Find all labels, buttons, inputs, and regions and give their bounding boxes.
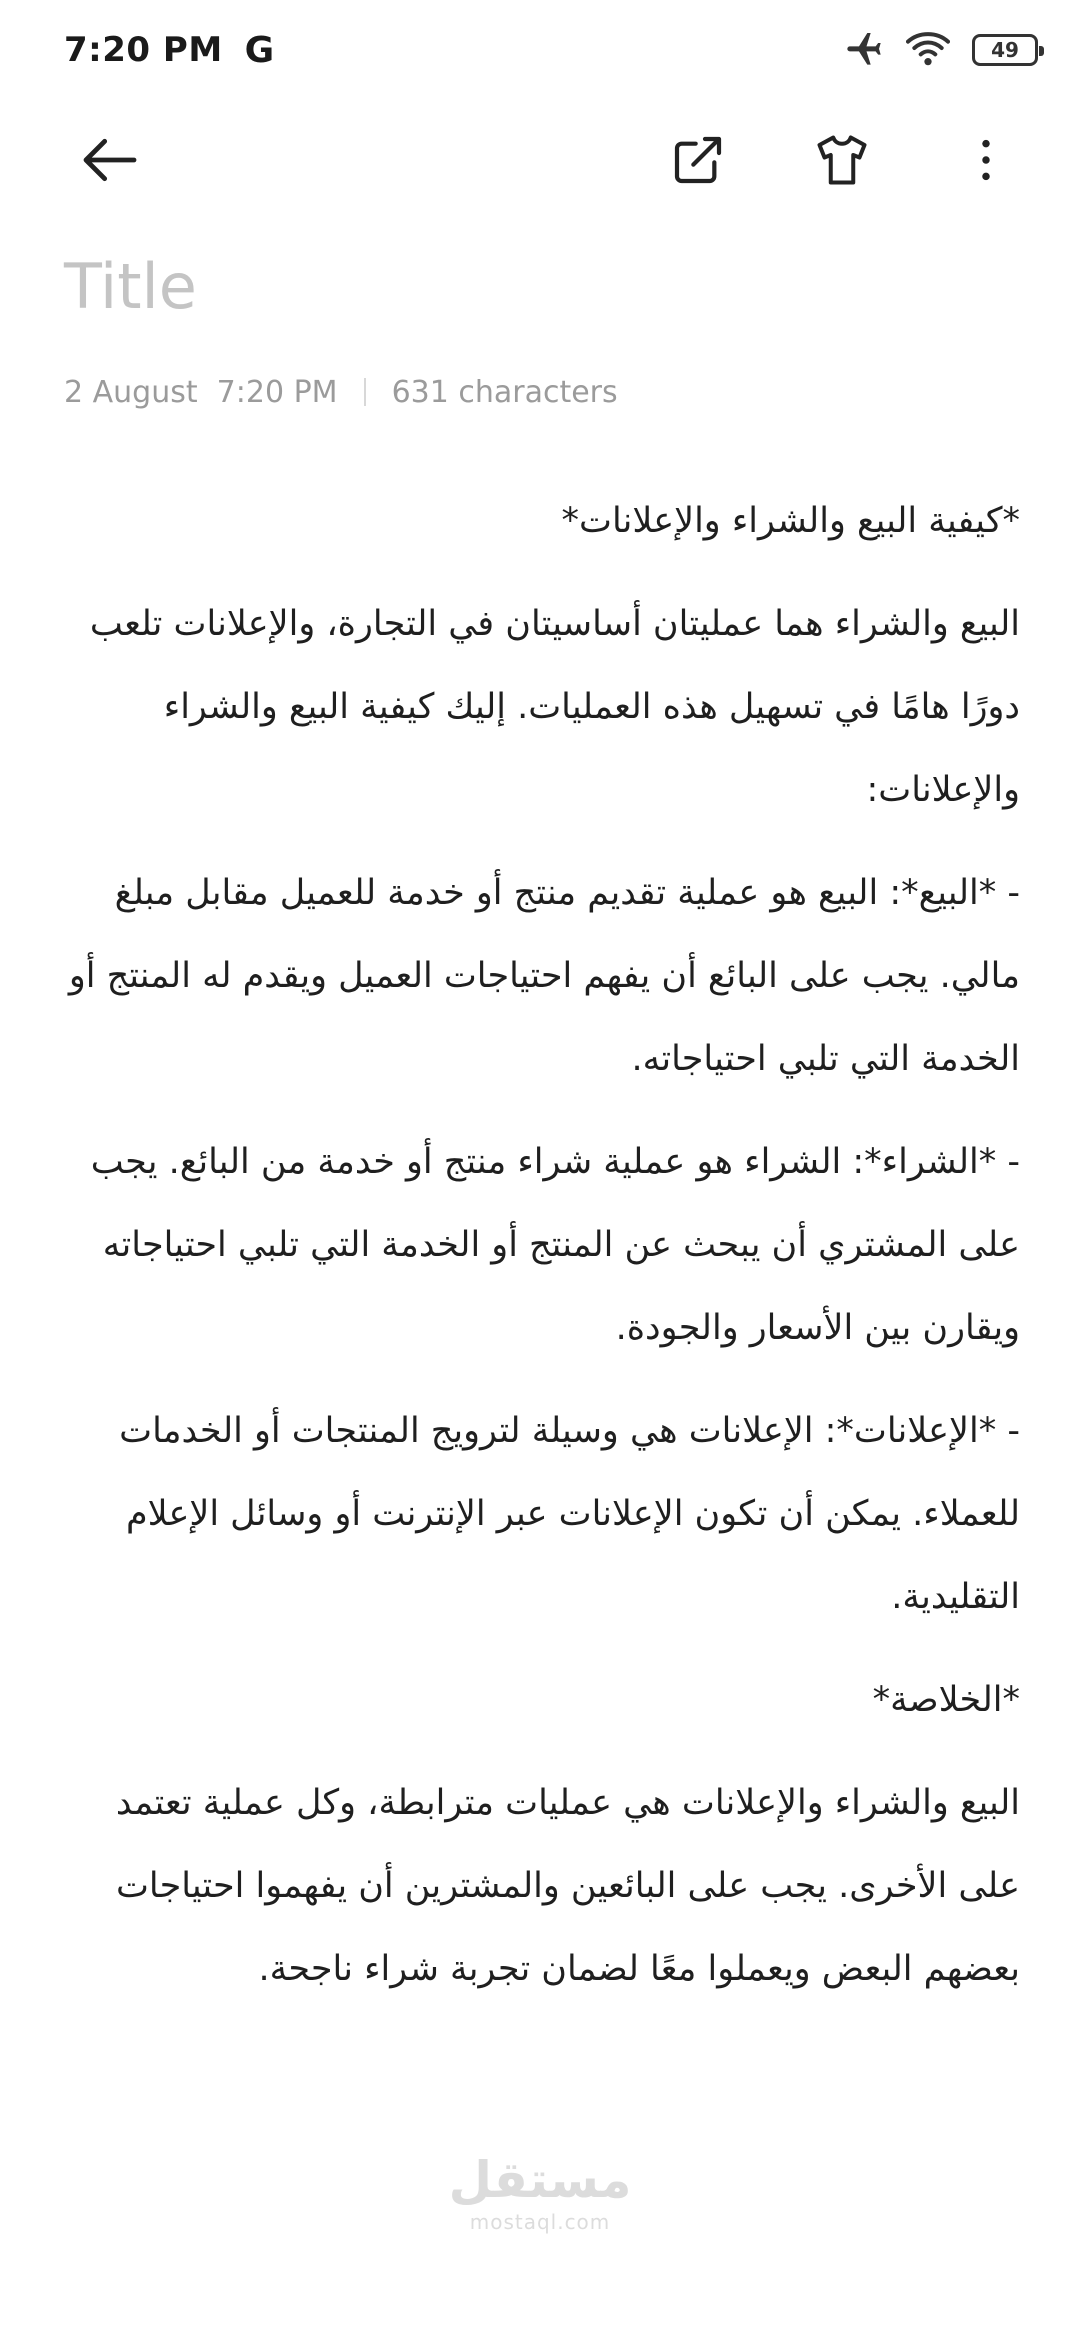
battery-icon: [972, 34, 1038, 66]
note-meta: [64, 372, 618, 412]
note-paragraph: *الخلاصة*: [872, 1680, 1020, 1720]
theme-button[interactable]: [792, 110, 892, 210]
meta-divider: [364, 378, 366, 406]
share-icon: [670, 132, 726, 188]
battery-level: 49: [991, 38, 1019, 62]
note-body[interactable]: [64, 480, 1020, 2031]
theme-shirt-icon: [812, 130, 872, 190]
watermark-url: mostaql.com: [469, 2210, 611, 2234]
watermark-logo: مستقل: [448, 2151, 632, 2209]
note-paragraph: - *البيع*: البيع هو عملية تقديم منتج أو خدمة للعميل مقابل مبلغ مالي. يجب على البائع أن يفهم احتياجات العميل ويقدم له المنتج أو الخدمة التي تلبي احتياجاته.: [68, 873, 1020, 1079]
note-date: 2 August 7:20 PM: [64, 374, 338, 410]
note-paragraph: - *الشراء*: الشراء هو عملية شراء منتج أو خدمة من البائع. يجب على المشتري أن يبحث عن المنتج أو الخدمة التي تلبي احتياجاته ويقارن بين الأسعار والجودة.: [90, 1142, 1020, 1348]
note-paragraph: البيع والشراء هما عمليتان أساسيتان في التجارة، والإعلانات تلعب دورًا هامًا في تسهيل هذه العمليات. إليك كيفية البيع والشراء والإعلانات:: [89, 604, 1020, 810]
more-vertical-icon: [958, 132, 1014, 188]
title-input[interactable]: Title: [64, 250, 197, 323]
google-icon: G: [244, 29, 275, 71]
airplane-icon: [844, 28, 884, 72]
status-bar: [0, 0, 1080, 100]
back-button[interactable]: [60, 110, 160, 210]
more-options-button[interactable]: [936, 110, 1036, 210]
watermark: [0, 2150, 1080, 2234]
toolbar: [0, 110, 1080, 210]
status-time: 7:20 PM: [64, 30, 223, 70]
note-paragraph: - *الإعلانات*: الإعلانات هي وسيلة لترويج المنتجات أو الخدمات للعملاء. يمكن أن تكون الإعلانات عبر الإنترنت أو وسائل الإعلام التقليدية.: [119, 1411, 1020, 1617]
wifi-icon: [906, 28, 950, 72]
note-paragraph: البيع والشراء والإعلانات هي عمليات مترابطة، وكل عملية تعتمد على الأخرى. يجب على البائعين والمشترين أن يفهموا احتياجات بعضهم البعض ويعملوا معًا لضمان تجربة شراء ناجحة.: [115, 1783, 1020, 1989]
share-button[interactable]: [648, 110, 748, 210]
note-paragraph: *كيفية البيع والشراء والإعلانات*: [561, 501, 1020, 541]
back-arrow-icon: [78, 128, 142, 192]
char-count: 631 characters: [391, 374, 618, 410]
